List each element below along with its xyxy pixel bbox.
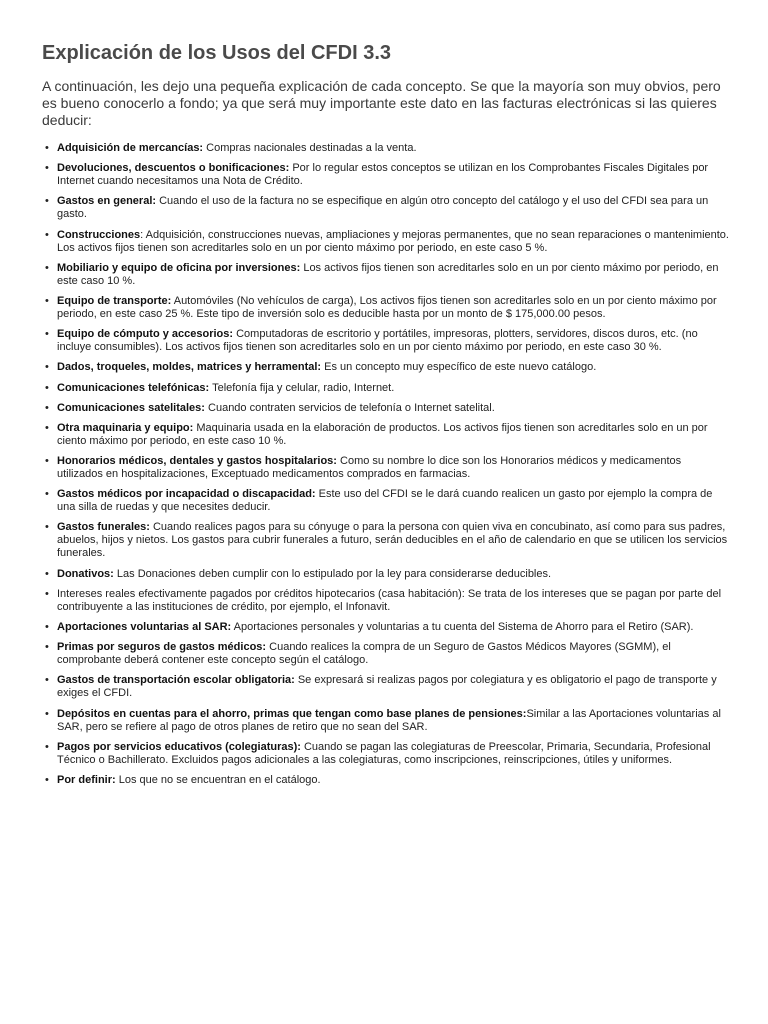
list-item [42, 568, 730, 581]
bullet-icon: • [45, 740, 49, 753]
list-item-description: Se expresará si realizas pagos por colegiatura y es obligatorio el pago de transporte y exiges el CFDI. [57, 674, 717, 700]
list-item-description: Como su nombre lo dice son los Honorarios médicos y medicamentos utilizados en hospitalizaciones, Exceptuado medicamentos comprados en farmacias. [57, 455, 682, 481]
list-item [42, 295, 730, 321]
list-item-description: Computadoras de escritorio y portátiles, impresoras, plotters, servidores, discos duros, etc. (no incluye consumibles). Los activos fijos tienen son acreditarles solo en un por ciento máximo por periodo, en este caso 30 %. [57, 328, 698, 354]
list-item [42, 162, 730, 188]
list-item-term: Donativos: [57, 567, 114, 580]
list-item-description: Por lo regular estos conceptos se utilizan en los Comprobantes Fiscales Digitales por Internet cuando necesitamos una Nota de Crédito. [57, 162, 709, 188]
list-item-term: Gastos en general: [57, 195, 157, 208]
list-item-term: Primas por seguros de gastos médicos: [57, 641, 267, 654]
list-item [42, 741, 730, 767]
bullet-icon: • [45, 567, 49, 580]
list-item-term: Construcciones [57, 228, 141, 241]
list-item-description: Cuando el uso de la factura no se especifique en algún otro concepto del catálogo y el uso del CFDI sea para un gasto. [57, 195, 709, 221]
list-item-term: Comunicaciones telefónicas: [57, 381, 210, 394]
bullet-icon: • [45, 488, 49, 501]
bullet-icon: • [45, 261, 49, 274]
list-item [42, 774, 730, 787]
list-item [42, 195, 730, 221]
list-item-description: Intereses reales efectivamente pagados por créditos hipotecarios (casa habitación): Se trata de los intereses que se pagan por parte del contribuyente a las instituciones de crédito, por ejemplo, el Infonavit. [57, 587, 722, 613]
list-item-description: Similar a las Aportaciones voluntarias al SAR, pero se refiere al pago de otros planes de retiro que no sean del SAR. [57, 707, 721, 733]
list-item-description: Compras nacionales destinadas a la venta. [203, 142, 417, 154]
list-item-description: Los activos fijos tienen son acreditarles solo en un por ciento máximo por periodo, en este caso 10 %. [57, 261, 719, 287]
bullet-icon: • [45, 195, 49, 208]
list-item [42, 588, 730, 614]
list-item [42, 488, 730, 514]
list-item-term: Gastos de transportación escolar obligatoria: [57, 674, 295, 687]
list-item-term: Depósitos en cuentas para el ahorro, primas que tengan como base planes de pensiones: [57, 707, 527, 720]
bullet-icon: • [45, 228, 49, 241]
list-item [42, 521, 730, 560]
list-item [42, 142, 730, 155]
bullet-icon: • [45, 455, 49, 468]
list-item [42, 455, 730, 481]
list-item-term: Mobiliario y equipo de oficina por inversiones: [57, 261, 301, 274]
list-item-description: Automóviles (No vehículos de carga), Los activos fijos tienen son acreditarles solo en un por ciento máximo por periodo, en este caso 25 %. Este tipo de inversión solo es deducible hasta por un monto de $ 175,000.00 pesos. [57, 294, 717, 320]
list-item [42, 328, 730, 354]
bullet-icon: • [45, 621, 49, 633]
list-item [42, 708, 730, 734]
list-item-description: Es un concepto muy específico de este nuevo catálogo. [321, 361, 597, 374]
list-item-description: Cuando contraten servicios de telefonía o Internet satelital. [204, 401, 495, 414]
list-item-description: : Adquisición, construcciones nuevas, ampliaciones y mejoras permanentes, que no sean reparaciones o mantenimiento. Los activos fijos tienen son acreditarles solo en un por ciento máximo por periodo, en este caso 5 %. [57, 228, 729, 254]
list-item-description: Este uso del CFDI se le dará cuando realicen un gasto por ejemplo la compra de una silla de ruedas y que necesites deducir. [57, 488, 713, 514]
list-item-term: Pagos por servicios educativos (colegiaturas): [57, 740, 301, 753]
list-item [42, 621, 730, 634]
bullet-icon: • [45, 361, 49, 374]
list-item-description: Aportaciones personales y voluntarias a tu cuenta del Sistema de Ahorro para el Retiro (SAR). [231, 621, 694, 633]
list-item-description: Maquinaria usada en la elaboración de productos. Los activos fijos tienen son acreditarles solo en un por ciento máximo por periodo, en este caso 10 %. [57, 421, 708, 447]
list-item-description: Los que no se encuentran en el catálogo. [115, 773, 321, 786]
list-item-term: Aportaciones voluntarias al SAR: [57, 621, 232, 633]
bullet-icon: • [45, 707, 49, 720]
list-item-description: Cuando realices pagos para su cónyuge o para la persona con quien viva en concubinato, así como para sus padres, abuelos, hijos y nietos. Los gastos para cubrir funerales a futuro, serán deducibles en el año de calendario en que se utilicen los servicios funerales. [57, 521, 728, 560]
list-item-description: Telefonía fija y celular, radio, Internet. [209, 381, 395, 394]
list-item-term: Comunicaciones satelitales: [57, 401, 205, 414]
cfdi-uses-list [42, 142, 730, 787]
list-item [42, 674, 730, 700]
list-item [42, 641, 730, 667]
list-item-term: Otra maquinaria y equipo: [57, 421, 194, 434]
bullet-icon: • [45, 328, 49, 341]
list-item-description: Cuando realices la compra de un Seguro de Gastos Médicos Mayores (SGMM), el comprobante deberá contener este concepto según el catálogo. [57, 641, 671, 667]
bullet-icon: • [45, 421, 49, 434]
bullet-icon: • [45, 674, 49, 687]
list-item-description: Las Donaciones deben cumplir con lo estipulado por la ley para considerarse deducibles. [113, 567, 552, 580]
intro-paragraph: A continuación, les dejo una pequeña explicación de cada concepto. Se que la mayoría son muy obvios, pero es bueno conocerlo a fondo; ya que será muy importante este dato en las facturas electrónicas si las quieres deducir: [42, 78, 721, 128]
list-item [42, 402, 730, 415]
list-item-term: Devoluciones, descuentos o bonificaciones: [57, 162, 290, 175]
list-item [42, 361, 730, 374]
list-item-term: Dados, troqueles, moldes, matrices y herramental: [57, 361, 322, 374]
bullet-icon: • [45, 162, 49, 175]
list-item-term: Gastos médicos por incapacidad o discapacidad: [57, 488, 316, 501]
bullet-icon: • [45, 294, 49, 307]
list-item-description: Cuando se pagan las colegiaturas de Preescolar, Primaria, Secundaria, Profesional Técnico o Bachillerato. Excluidos pagos adicionales a las colegiaturas, como inscripciones, reinscripciones, útiles y uniformes. [57, 740, 711, 766]
bullet-icon: • [45, 381, 49, 394]
list-item-term: Gastos funerales: [57, 521, 150, 534]
bullet-icon: • [45, 401, 49, 414]
list-item [42, 422, 730, 448]
bullet-icon: • [45, 587, 49, 600]
bullet-icon: • [45, 142, 49, 154]
list-item [42, 262, 730, 288]
page-title: Explicación de los Usos del CFDI 3.3 [42, 42, 391, 64]
list-item [42, 229, 730, 255]
list-item-term: Por definir: [57, 773, 116, 786]
bullet-icon: • [45, 773, 49, 786]
bullet-icon: • [45, 521, 49, 534]
list-item-term: Honorarios médicos, dentales y gastos hospitalarios: [57, 455, 337, 468]
list-item-term: Equipo de cómputo y accesorios: [57, 328, 234, 341]
list-item [42, 382, 730, 395]
list-item-term: Adquisición de mercancías: [57, 142, 204, 154]
bullet-icon: • [45, 641, 49, 654]
list-item-term: Equipo de transporte: [57, 294, 172, 307]
